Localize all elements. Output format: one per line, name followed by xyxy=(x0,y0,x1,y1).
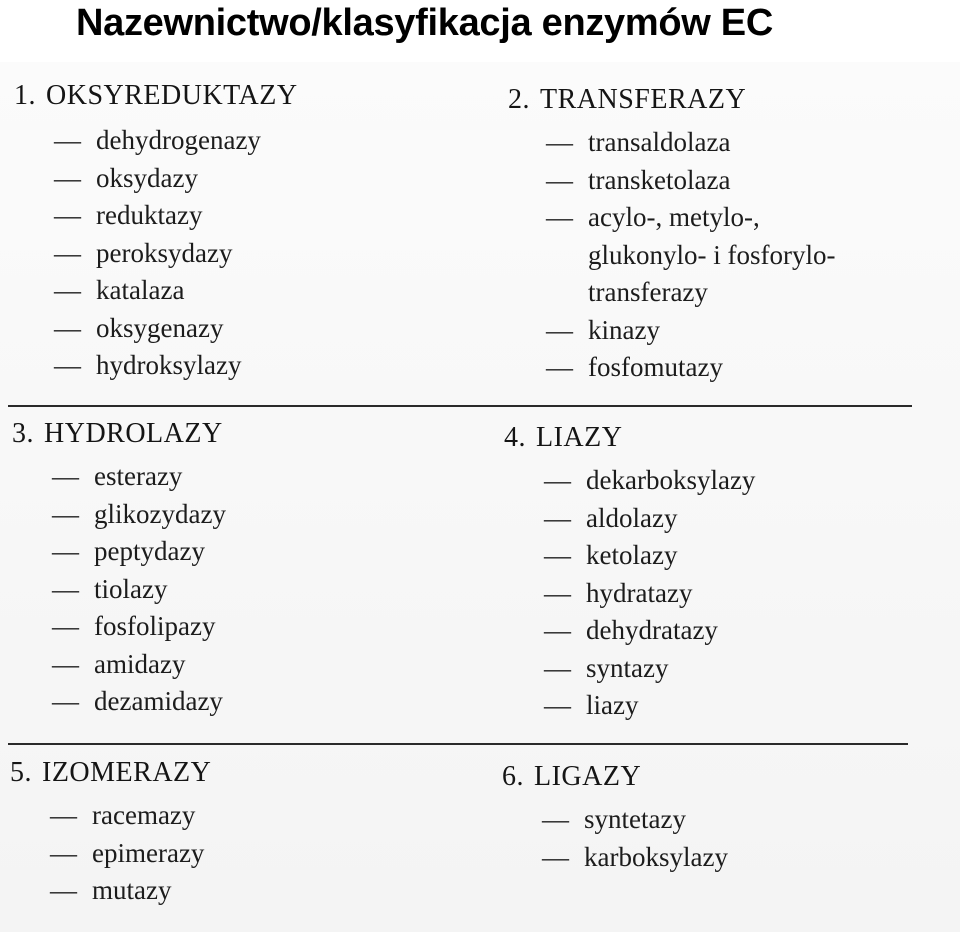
list-item: — syntazy xyxy=(544,650,755,688)
dash: — xyxy=(546,352,573,382)
section-name: LIGAZY xyxy=(534,761,642,792)
list-item: — transketolaza xyxy=(546,162,835,200)
list-item: — transaldolaza xyxy=(546,124,835,162)
section-number: 1. xyxy=(14,80,36,111)
section-heading xyxy=(12,418,226,450)
section-heading xyxy=(504,422,755,454)
list-item: — aldolazy xyxy=(544,500,755,538)
section-name: HYDROLAZY xyxy=(44,418,223,449)
dash: — xyxy=(52,573,79,604)
list-item: — acylo-, metylo-, xyxy=(546,199,835,237)
list-item: — peroksydazy xyxy=(54,235,298,273)
dash: — xyxy=(52,648,79,679)
section-oksyreduktazy xyxy=(14,80,298,385)
dash: — xyxy=(54,237,81,268)
dash: — xyxy=(544,540,571,570)
dash: — xyxy=(50,875,77,905)
dash: — xyxy=(544,465,571,495)
list-item: — glikozydazy xyxy=(52,496,226,534)
dash: — xyxy=(50,837,77,868)
section-heading xyxy=(14,80,298,112)
section-number: 3. xyxy=(12,418,34,449)
section-heading xyxy=(508,84,835,116)
dash: — xyxy=(546,314,573,345)
section-name: OKSYREDUKTAZY xyxy=(46,80,298,111)
dash: — xyxy=(544,615,571,645)
list-item: — liazy xyxy=(544,687,755,725)
section-number: 6. xyxy=(502,761,524,792)
list-item: — esterazy xyxy=(52,458,226,496)
dash: — xyxy=(54,275,81,305)
section-hydrolazy xyxy=(12,418,226,721)
dash: — xyxy=(52,686,79,716)
list-item: — dezamidazy xyxy=(52,683,226,721)
list-item: — mutazy xyxy=(50,872,211,910)
section-divider xyxy=(8,743,908,745)
list-item: — amidazy xyxy=(52,646,226,684)
dash: — xyxy=(544,652,571,683)
section-liazy xyxy=(504,422,755,725)
section-name: IZOMERAZY xyxy=(42,757,212,788)
section-name: TRANSFERAZY xyxy=(540,84,747,115)
list-item: — dekarboksylazy xyxy=(544,462,755,500)
list-item-continuation: transferazy xyxy=(588,277,708,307)
dash: — xyxy=(542,841,569,872)
list-item: — reduktazy xyxy=(54,197,298,235)
list-item: — oksygenazy xyxy=(54,310,298,348)
dash: — xyxy=(50,800,77,830)
section-transferazy xyxy=(508,84,835,387)
dash: — xyxy=(52,536,79,566)
list-item: — racemazy xyxy=(50,797,211,835)
dash: — xyxy=(54,125,81,155)
item-list xyxy=(52,458,226,721)
list-item: — karboksylazy xyxy=(542,839,728,877)
section-heading xyxy=(502,761,728,793)
dash: — xyxy=(54,200,81,230)
page-title: Nazewnictwo/klasyfikacja enzymów EC xyxy=(76,2,773,44)
dash: — xyxy=(544,502,571,533)
item-list xyxy=(54,122,298,385)
dash: — xyxy=(546,202,573,232)
dash: — xyxy=(546,164,573,195)
list-item-continuation: glukonylo- i fosforylo- xyxy=(588,239,836,270)
section-number: 4. xyxy=(504,422,526,453)
section-heading xyxy=(10,757,211,789)
dash: — xyxy=(52,611,79,641)
item-list xyxy=(542,801,728,876)
section-divider xyxy=(8,405,912,407)
section-ligazy xyxy=(502,761,728,876)
list-item: — fosfomutazy xyxy=(546,349,835,387)
dash: — xyxy=(54,162,81,193)
dash: — xyxy=(542,804,569,834)
list-item: — kinazy xyxy=(546,312,835,350)
item-list xyxy=(546,124,835,387)
dash: — xyxy=(544,690,571,720)
dash: — xyxy=(54,312,81,343)
list-item: — katalaza xyxy=(54,272,298,310)
item-list xyxy=(50,797,211,910)
dash: — xyxy=(546,127,573,157)
dash: — xyxy=(52,461,79,491)
list-item: — syntetazy xyxy=(542,801,728,839)
item-list xyxy=(544,462,755,725)
dash: — xyxy=(52,498,79,529)
list-item: — fosfolipazy xyxy=(52,608,226,646)
list-item: — dehydrogenazy xyxy=(54,122,298,160)
list-item: — hydratazy xyxy=(544,575,755,613)
list-item: — oksydazy xyxy=(54,160,298,198)
list-item: — ketolazy xyxy=(544,537,755,575)
section-number: 5. xyxy=(10,757,32,788)
dash: — xyxy=(544,577,571,608)
list-item: — dehydratazy xyxy=(544,612,755,650)
list-item: — tiolazy xyxy=(52,571,226,609)
list-item: — peptydazy xyxy=(52,533,226,571)
list-item: — hydroksylazy xyxy=(54,347,298,385)
list-item: — epimerazy xyxy=(50,835,211,873)
section-number: 2. xyxy=(508,84,530,115)
section-name: LIAZY xyxy=(536,422,623,453)
section-izomerazy xyxy=(10,757,211,910)
dash: — xyxy=(54,350,81,380)
